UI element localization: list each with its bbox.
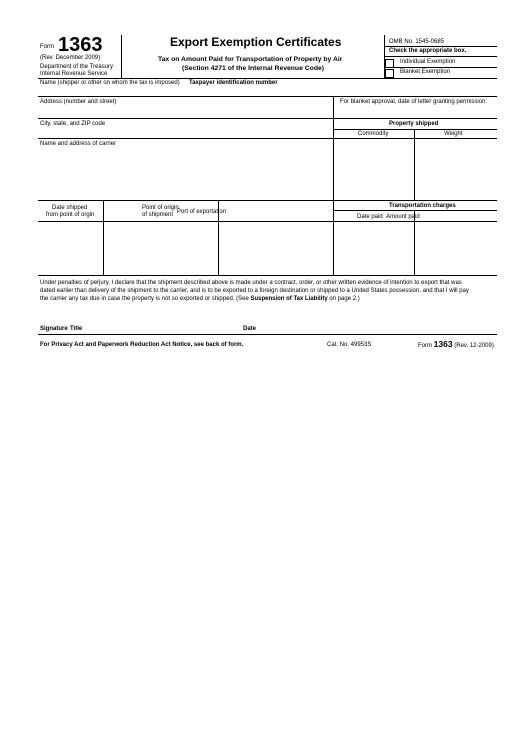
footer-revision: (Rev. 12-2009) xyxy=(454,343,494,349)
footer-form-number: 1363 xyxy=(433,339,453,349)
date-shipped-header-line1: Date shipped xyxy=(52,205,88,211)
tin-input[interactable] xyxy=(188,87,496,95)
declaration-line2: dated earlier than delivery of the shipment to the carrier, and is to be exported to a foreign destination or shipped to a United States possession, and that I will pay xyxy=(40,288,469,294)
amount-paid-input[interactable] xyxy=(416,223,496,274)
name-input[interactable] xyxy=(38,87,186,95)
point-origin-input[interactable] xyxy=(105,223,217,274)
property-shipped-heading: Property shipped xyxy=(389,121,439,127)
blanket-exemption-label: Blanket Exemption xyxy=(400,69,451,75)
carrier-input[interactable] xyxy=(38,149,332,199)
commodity-input[interactable] xyxy=(335,140,413,199)
transport-heading-underline xyxy=(333,210,497,211)
declaration-line3-start: the carrier any tax due in case the property is not so exported or shipped. (See xyxy=(40,296,251,302)
carrier-label: Name and address of carrier xyxy=(40,141,117,147)
omb-underline xyxy=(384,46,497,47)
property-heading-underline xyxy=(333,129,497,130)
date-label: Date xyxy=(243,326,257,332)
form-prefix: Form xyxy=(40,44,54,50)
blanket-approval-label: For blanket approval, date of letter granting permission: xyxy=(340,99,488,105)
carrier-row-bottom xyxy=(38,200,497,201)
declaration-line3 xyxy=(40,296,360,302)
date-paid-input[interactable] xyxy=(335,223,413,274)
port-export-header: Port of exportation xyxy=(177,209,227,215)
property-column-divider xyxy=(414,129,415,200)
checkbox-section-divider xyxy=(384,56,497,57)
privacy-notice: For Privacy Act and Paperwork Reduction Act Notice, see back of form. xyxy=(40,342,244,348)
check-box-instruction: Check the appropriate box. xyxy=(389,48,467,54)
form-title: Export Exemption Certificates xyxy=(170,35,342,49)
declaration-line1: Under penalties of perjury, I declare that the shipment described above is made under a contract, order, or other written evidence of intention to export that was xyxy=(40,280,462,286)
title-label: Title xyxy=(70,326,83,332)
suspension-of-tax-liability-ref: Suspension of Tax Liability xyxy=(250,296,328,302)
commodity-header: Commodity xyxy=(358,131,389,137)
blanket-approval-date-input[interactable] xyxy=(335,107,496,117)
date-shipped-input[interactable] xyxy=(38,223,102,274)
port-export-input[interactable] xyxy=(220,223,332,274)
service-name: Internal Revenue Service xyxy=(40,71,108,77)
city-label: City, state, and ZIP code xyxy=(40,121,106,127)
city-input[interactable] xyxy=(38,129,332,138)
footer-form-id xyxy=(418,340,494,349)
address-row-divider xyxy=(333,96,334,118)
department-name: Department of the Treasury xyxy=(40,64,114,70)
name-row-bottom xyxy=(38,96,497,97)
point-origin-header-line2: of shipment xyxy=(142,212,174,218)
port-export-column-divider xyxy=(333,200,334,275)
signature-date-input[interactable] xyxy=(240,314,496,326)
weight-header: Weight xyxy=(444,131,463,137)
date-paid-column-divider xyxy=(414,210,415,275)
transportation-charges-heading: Transportation charges xyxy=(389,203,456,209)
property-column-left xyxy=(333,118,334,200)
individual-exemption-label: Individual Exemption xyxy=(400,59,456,65)
point-origin-column-divider xyxy=(218,200,219,275)
point-origin-header-line1: Point of origin xyxy=(142,205,179,211)
shipment-header-bottom xyxy=(38,221,497,222)
individual-row-divider xyxy=(384,67,497,68)
declaration-line3-end: on page 2.) xyxy=(327,296,360,302)
amount-paid-header: Amount paid xyxy=(386,214,420,220)
address-input[interactable] xyxy=(38,107,332,117)
blanket-exemption-checkbox[interactable] xyxy=(385,69,394,78)
shipment-table-bottom xyxy=(38,275,497,276)
form-revision: (Rev. December 2009) xyxy=(40,55,101,61)
tin-label: Taxpayer identification number xyxy=(189,80,278,86)
address-label: Address (number and street) xyxy=(40,99,117,105)
form-subtitle-line2: (Section 4271 of the Internal Revenue Code) xyxy=(182,65,325,72)
footer-form-prefix: Form xyxy=(418,343,432,349)
signature-line-rule xyxy=(38,334,497,335)
date-shipped-column-divider xyxy=(103,200,104,275)
signature-label: Signature xyxy=(40,326,68,332)
signature-input[interactable] xyxy=(38,314,238,326)
name-label: Name (shipper or other on whom the tax is imposed) xyxy=(40,80,180,86)
omb-number: OMB No. 1545-0685 xyxy=(389,39,445,45)
form-number: 1363 xyxy=(58,34,103,56)
date-shipped-header-line2: from point of orgin xyxy=(46,212,95,218)
header-divider-left xyxy=(121,35,122,78)
form-subtitle-line1: Tax on Amount Paid for Transportation of Property by Air xyxy=(158,56,343,63)
address-row-bottom xyxy=(38,118,497,119)
catalog-number: Cat. No. 49953S xyxy=(327,342,372,348)
city-row-bottom xyxy=(38,138,497,139)
header-bottom-rule xyxy=(38,78,497,79)
weight-input[interactable] xyxy=(416,140,496,199)
date-paid-header: Date paid xyxy=(357,214,383,220)
